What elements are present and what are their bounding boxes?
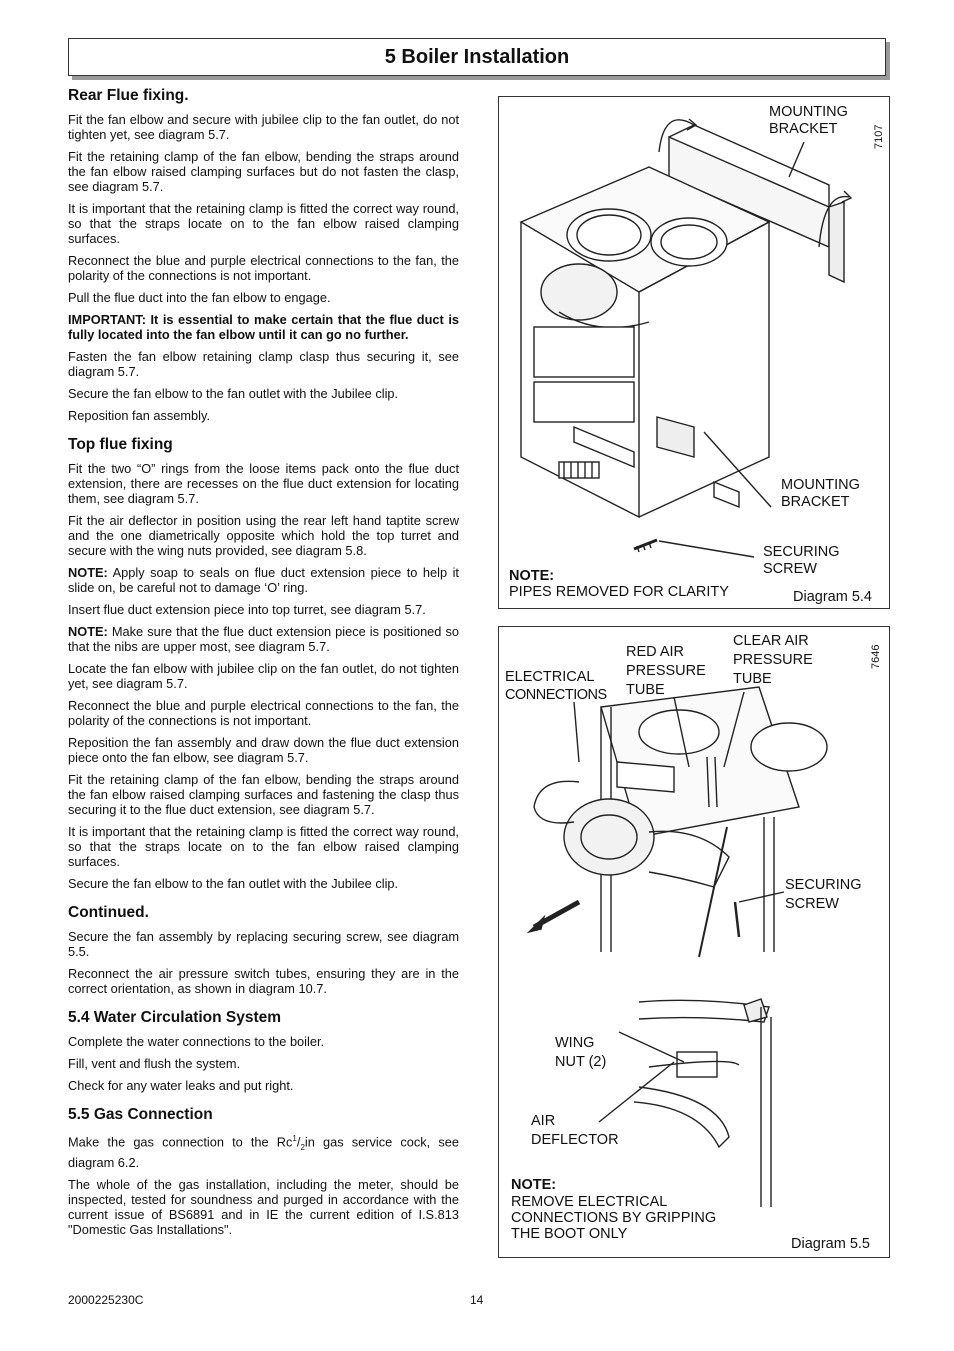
label-red-air-pressure-tube: RED AIR PRESSURE TUBE <box>626 644 706 698</box>
fan-assembly-illustration <box>499 627 889 1257</box>
paragraph: Fit the retaining clamp of the fan elbow, bending the straps around the fan elbow raised clamping surfaces but do not fasten the clasp, see diagram 5.7. <box>68 149 459 194</box>
paragraph: Reconnect the blue and purple electrical connections to the fan, the polarity of the connections is not important. <box>68 253 459 283</box>
fraction-numerator: 1 <box>292 1134 297 1143</box>
heading-continued: Continued. <box>68 904 149 921</box>
label-electrical: ELECTRICAL <box>505 669 595 685</box>
note-text: REMOVE ELECTRICAL CONNECTIONS BY GRIPPING THE BOOT ONLY <box>511 1194 717 1242</box>
label-mounting-bracket-top: MOUNTING BRACKET <box>769 104 848 137</box>
note-text: Apply soap to seals on flue duct extension piece to help it slide on, be careful not to damage ‘O’ ring. <box>68 565 459 595</box>
heading-gas-connection: 5.5 Gas Connection <box>68 1106 213 1123</box>
note-text: Make sure that the flue duct extension piece is positioned so that the nibs are upper most, see diagram 5.7. <box>68 624 459 654</box>
paragraph: Insert flue duct extension piece into top turret, see diagram 5.7. <box>68 602 426 617</box>
boiler-mounting-illustration <box>499 97 889 608</box>
note-paragraph <box>68 565 459 595</box>
paragraph: Secure the fan elbow to the fan outlet with the Jubilee clip. <box>68 386 399 401</box>
note-lead: NOTE: <box>68 624 108 639</box>
note-text: PIPES REMOVED FOR CLARITY <box>509 584 729 600</box>
label-mounting-bracket-bottom: MOUNTING BRACKET <box>781 477 860 510</box>
drawing-code: 7107 <box>873 124 885 149</box>
note-heading: NOTE: <box>509 568 555 584</box>
page-number: 14 <box>470 1293 484 1307</box>
paragraph: Reconnect the air pressure switch tubes, ensuring they are in the correct orientation, as shown in diagram 10.7. <box>68 966 459 996</box>
fraction-slash: / <box>296 1134 301 1150</box>
paragraph: Locate the fan elbow with jubilee clip on the fan outlet, do not tighten yet, see diagram 5.7. <box>68 661 459 691</box>
heading-top-flue: Top flue fixing <box>68 436 173 453</box>
important-note: IMPORTANT: It is essential to make certain that the flue duct is fully located into the fan elbow until it can go no further. <box>68 312 459 342</box>
text-run: Make the gas connection to the Rc <box>68 1134 293 1150</box>
note-lead: NOTE: <box>68 565 108 580</box>
note-paragraph <box>68 624 459 654</box>
heading-water-circulation: 5.4 Water Circulation System <box>68 1009 282 1026</box>
label-securing-screw: SECURING SCREW <box>785 877 862 912</box>
paragraph: Fasten the fan elbow retaining clamp clasp thus securing it, see diagram 5.7. <box>68 349 459 379</box>
label-air-deflector: AIR DEFLECTOR <box>531 1113 619 1148</box>
paragraph: Reconnect the blue and purple electrical connections to the fan, the polarity of the connections is not important. <box>68 698 459 728</box>
note-heading: NOTE: <box>511 1177 557 1193</box>
paragraph: Check for any water leaks and put right. <box>68 1078 294 1093</box>
document-number: 2000225230C <box>68 1293 144 1307</box>
text-run: in gas service cock, see diagram 6.2. <box>68 1134 459 1170</box>
label-clear-air-pressure-tube: CLEAR AIR PRESSURE TUBE <box>733 633 813 687</box>
paragraph: Fit the fan elbow and secure with jubilee clip to the fan outlet, do not tighten yet, see diagram 5.7. <box>68 112 459 142</box>
label-connections: CONNECTIONS <box>505 687 607 703</box>
diagram-5-4 <box>498 96 890 609</box>
drawing-code: 7646 <box>870 644 882 669</box>
page-title: 5 Boiler Installation <box>384 46 570 68</box>
paragraph <box>68 1131 459 1170</box>
paragraph: Fill, vent and flush the system. <box>68 1056 241 1071</box>
heading-rear-flue: Rear Flue fixing. <box>68 87 189 104</box>
text-column <box>68 86 459 1244</box>
fraction-denominator: 2 <box>300 1142 305 1152</box>
label-wing-nut: WING NUT (2) <box>555 1035 607 1070</box>
paragraph: It is important that the retaining clamp is fitted the correct way round, so that the straps locate on to the fan elbow raised clamping surfaces. <box>68 201 459 246</box>
page-header <box>68 38 886 76</box>
paragraph: Secure the fan assembly by replacing securing screw, see diagram 5.5. <box>68 929 459 959</box>
paragraph: Secure the fan elbow to the fan outlet with the Jubilee clip. <box>68 876 399 891</box>
paragraph: Reposition the fan assembly and draw down the flue duct extension piece onto the fan elbow, see diagram 5.7. <box>68 735 459 765</box>
label-securing-screw: SECURING SCREW <box>763 544 840 577</box>
diagram-caption: Diagram 5.5 <box>791 1236 870 1252</box>
paragraph: Complete the water connections to the boiler. <box>68 1034 325 1049</box>
paragraph: Fit the two “O” rings from the loose items pack onto the flue duct extension, there are recesses on the flue duct extension for locating them, see diagram 5.7. <box>68 461 459 506</box>
paragraph: Pull the flue duct into the fan elbow to engage. <box>68 290 331 305</box>
paragraph: It is important that the retaining clamp is fitted the correct way round, so that the straps locate on to the fan elbow raised clamping surfaces. <box>68 824 459 869</box>
diagram-5-5 <box>498 626 890 1258</box>
paragraph: The whole of the gas installation, including the meter, should be inspected, tested for soundness and purged in accordance with the current issue of BS6891 and in IE the current edition of I.S.813 "Domestic Gas Installations". <box>68 1176 459 1237</box>
paragraph: Reposition fan assembly. <box>68 408 211 423</box>
diagram-caption: Diagram 5.4 <box>793 589 872 605</box>
paragraph: Fit the retaining clamp of the fan elbow, bending the straps around the fan elbow raised clamping surfaces and fastening the clasp thus securing it to the flue duct extension, see diagram 5.7. <box>68 772 459 817</box>
paragraph: Fit the air deflector in position using the rear left hand taptite screw and the one diametrically opposite which hold the top turret and secure with the wing nuts provided, see diagram 5.8. <box>68 513 459 558</box>
